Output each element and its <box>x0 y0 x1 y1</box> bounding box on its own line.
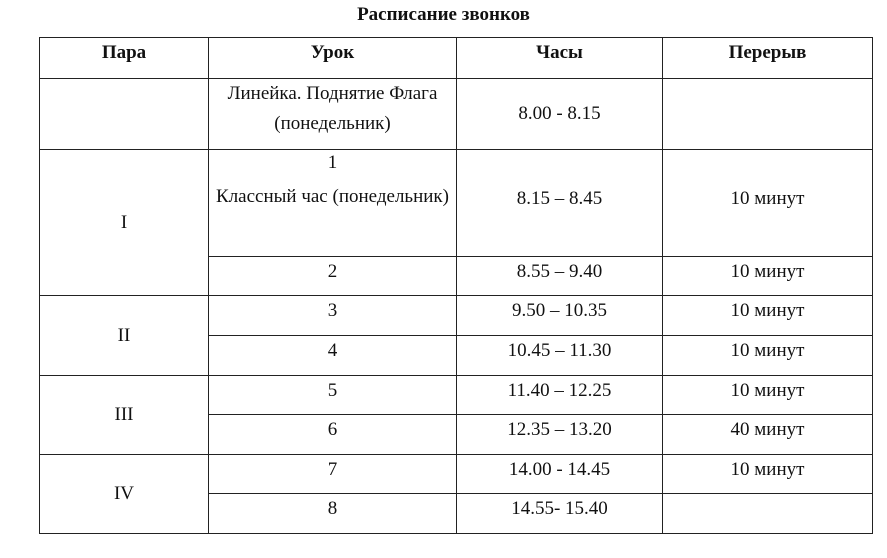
table-header-row <box>40 38 873 79</box>
break-cell: 10 минут <box>663 455 873 494</box>
assembly-hours-cell: 8.00 - 8.15 <box>457 79 663 150</box>
hours-cell: 10.45 – 11.30 <box>457 336 663 376</box>
assembly-break-cell <box>663 79 873 150</box>
page-title: Расписание звонков <box>357 4 530 25</box>
header-hours: Часы <box>457 38 663 79</box>
break-cell <box>663 494 873 534</box>
lesson-cell: 6 <box>209 415 457 455</box>
break-cell: 10 минут <box>663 376 873 415</box>
hours-cell: 11.40 – 12.25 <box>457 376 663 415</box>
hours-cell: 14.00 - 14.45 <box>457 455 663 494</box>
hours-cell: 14.55- 15.40 <box>457 494 663 534</box>
table-row <box>40 376 873 415</box>
assembly-lesson-text: Линейка. Поднятие Флага (понедельник) <box>227 83 438 134</box>
header-pair: Пара <box>40 38 209 79</box>
pair-label-cell: II <box>40 296 209 376</box>
table-row <box>40 455 873 494</box>
hours-cell: 8.55 – 9.40 <box>457 257 663 296</box>
assembly-pair-cell <box>40 79 209 150</box>
break-cell: 10 минут <box>663 296 873 336</box>
break-cell: 10 минут <box>663 150 873 257</box>
pair-label-cell: IV <box>40 455 209 534</box>
hours-cell: 12.35 – 13.20 <box>457 415 663 455</box>
lesson-number: 1 <box>327 152 338 173</box>
hours-cell: 9.50 – 10.35 <box>457 296 663 336</box>
table-row-assembly <box>40 79 873 150</box>
break-cell: 40 минут <box>663 415 873 455</box>
break-cell: 10 минут <box>663 257 873 296</box>
lesson-cell: 2 <box>209 257 457 296</box>
lesson-cell: 4 <box>209 336 457 376</box>
lesson-cell: 3 <box>209 296 457 336</box>
table-row <box>40 150 873 257</box>
lesson-cell <box>209 150 457 257</box>
lesson-note: Классный час (понедельник) <box>216 186 449 207</box>
pair-label-cell: III <box>40 376 209 455</box>
bell-schedule-table <box>39 37 873 534</box>
hours-cell: 8.15 – 8.45 <box>457 150 663 257</box>
header-lesson: Урок <box>209 38 457 79</box>
pair-label-cell: I <box>40 150 209 296</box>
break-cell: 10 минут <box>663 336 873 376</box>
lesson-cell: 5 <box>209 376 457 415</box>
assembly-lesson-cell <box>209 79 457 150</box>
header-break: Перерыв <box>663 38 873 79</box>
lesson-cell: 7 <box>209 455 457 494</box>
lesson-cell: 8 <box>209 494 457 534</box>
table-row <box>40 296 873 336</box>
